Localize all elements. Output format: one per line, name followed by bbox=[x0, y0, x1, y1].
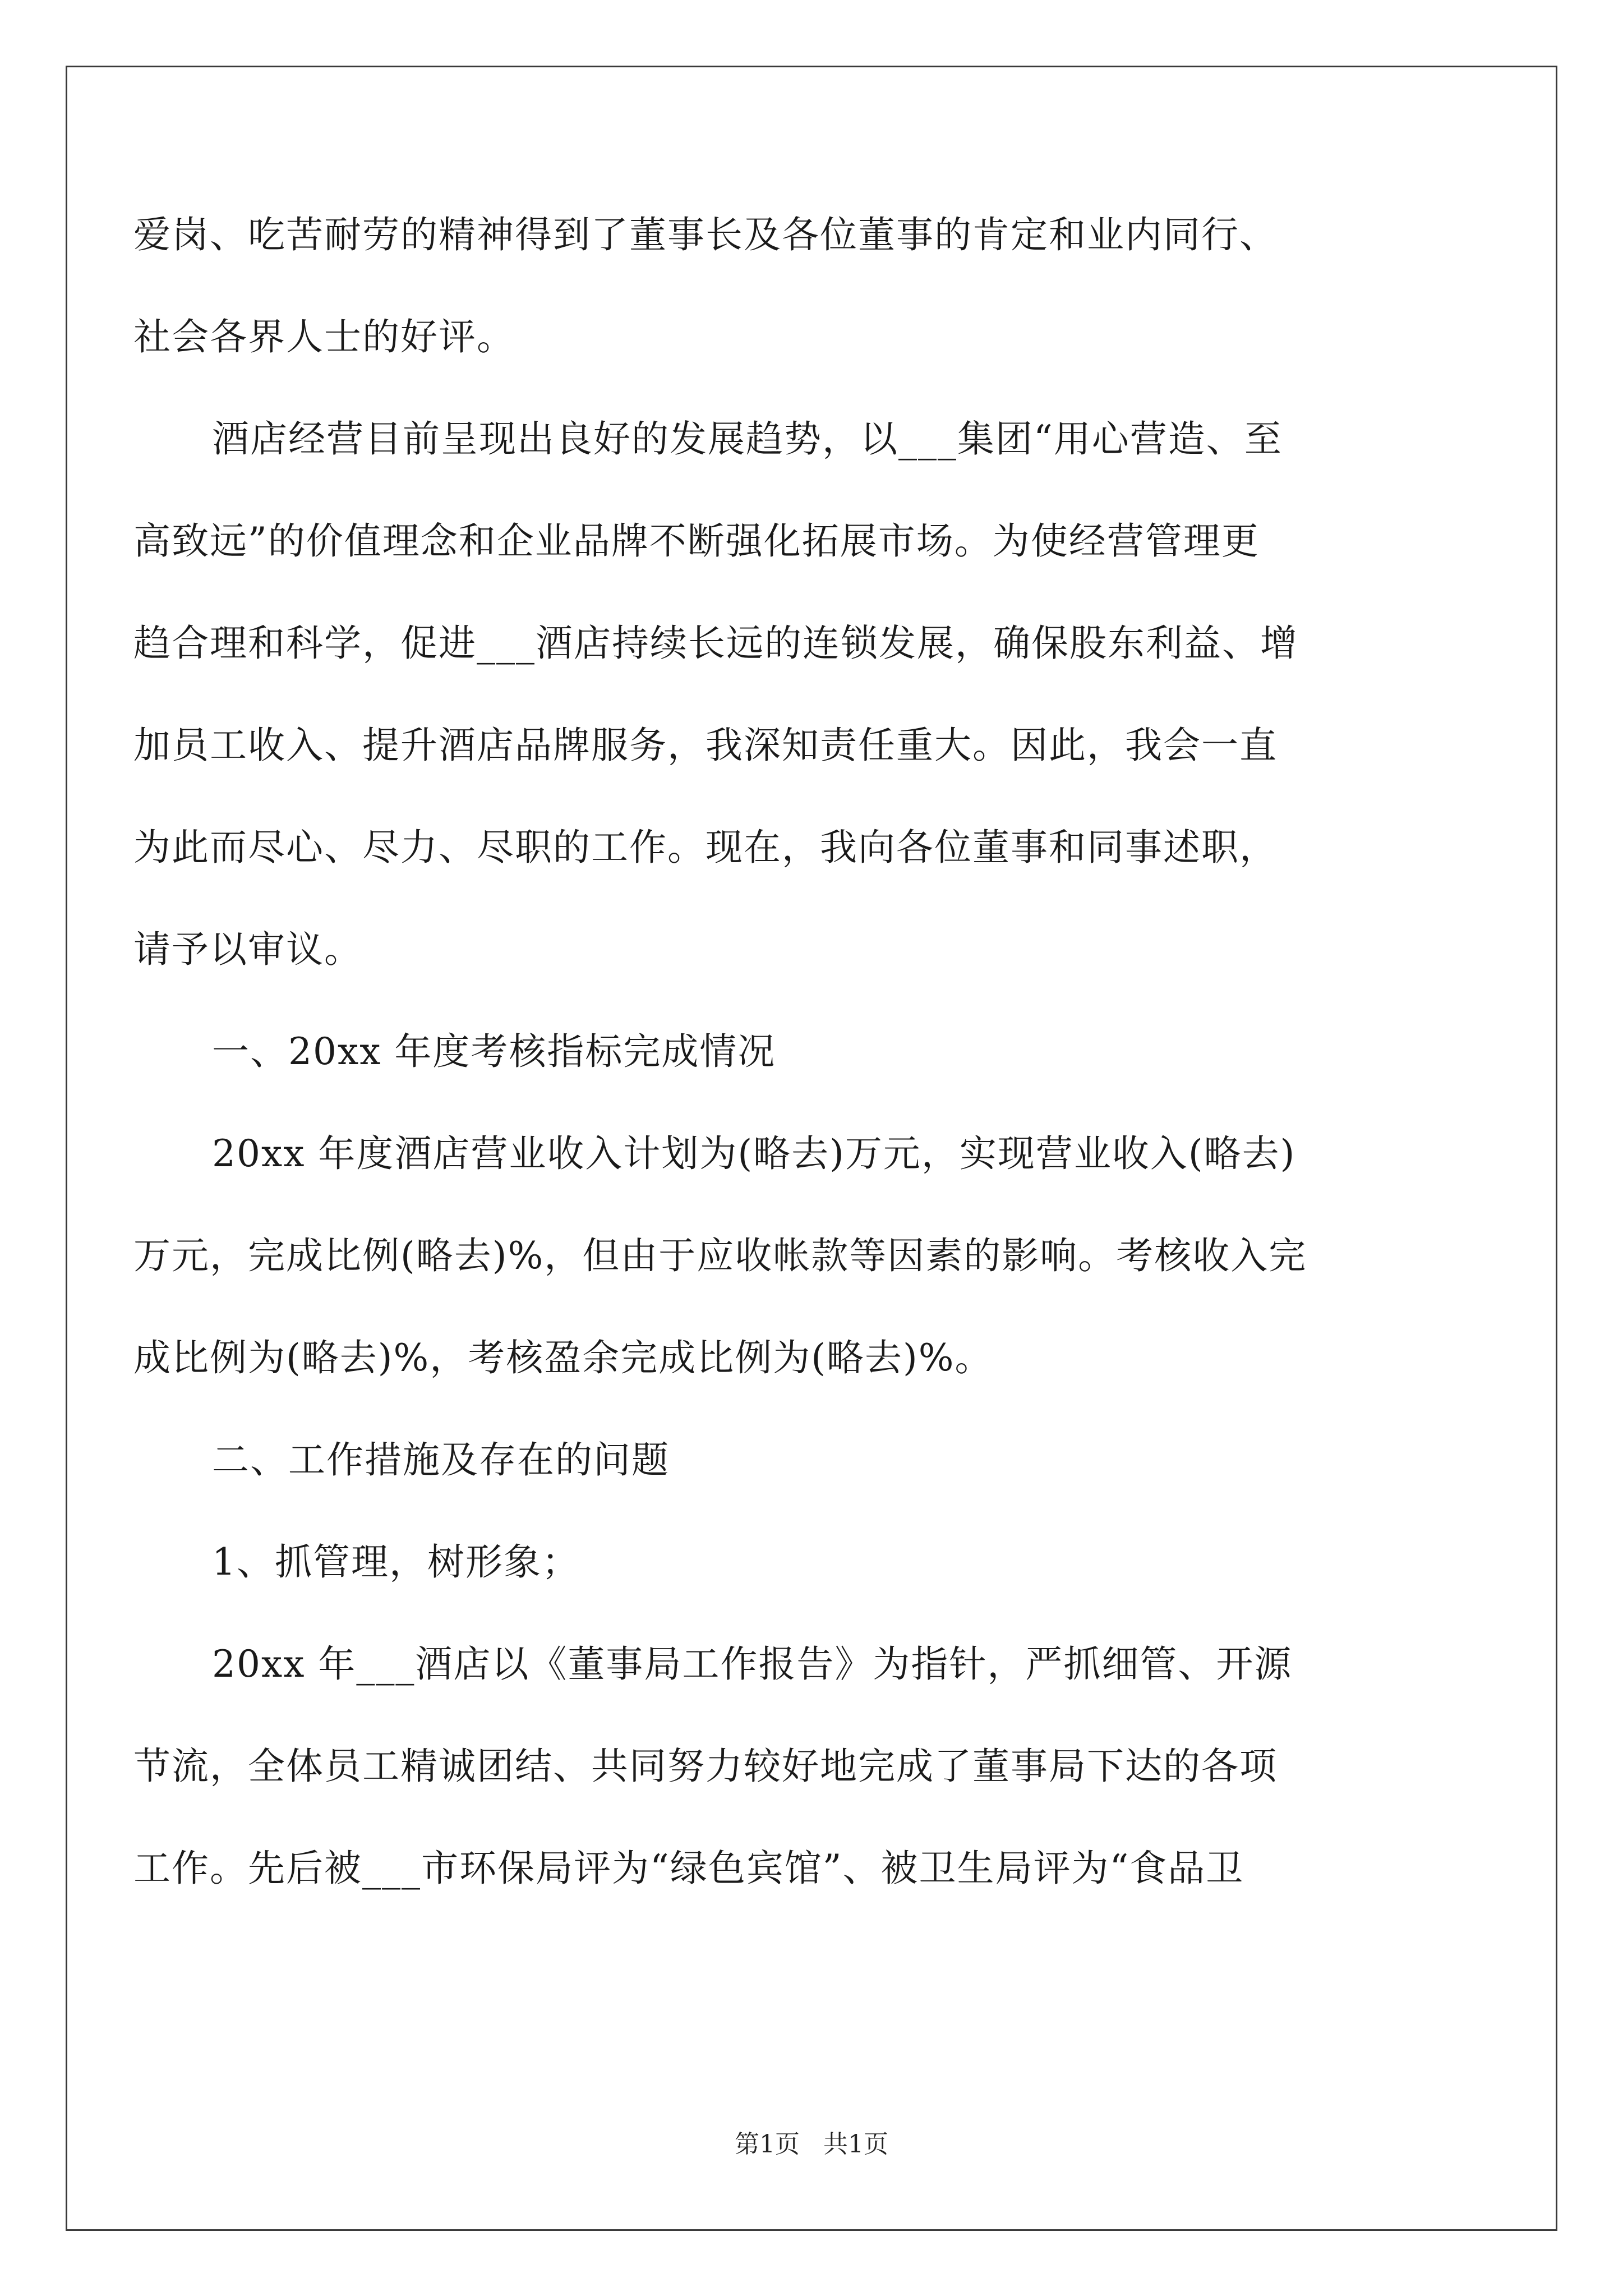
body-line-7: 为此而尽心、尽力、尽职的工作。现在，我向各位董事和同事述职， bbox=[133, 826, 1278, 869]
body-line-3: 酒店经营目前呈现出良好的发展趋势，以___集团“用心营造、至 bbox=[212, 417, 1283, 461]
section-heading-2: 二、工作措施及存在的问题 bbox=[212, 1438, 670, 1481]
body-line-16: 节流，全体员工精诚团结、共同努力较好地完成了董事局下达的各项 bbox=[133, 1745, 1278, 1788]
body-line-10: 20xx 年度酒店营业收入计划为(略去)万元，实现营业收入(略去) bbox=[212, 1132, 1296, 1175]
body-line-2: 社会各界人士的好评。 bbox=[133, 315, 515, 358]
body-line-1: 爱岗、吃苦耐劳的精神得到了董事长及各位董事的肯定和业内同行、 bbox=[133, 213, 1278, 256]
body-line-4: 高致远”的价值理念和企业品牌不断强化拓展市场。为使经营管理更 bbox=[133, 519, 1260, 563]
body-line-12: 成比例为(略去)%，考核盈余完成比例为(略去)%。 bbox=[133, 1336, 993, 1379]
body-line-5: 趋合理和科学，促进___酒店持续长远的连锁发展，确保股东利益、增 bbox=[133, 622, 1298, 665]
page-number-footer: 第1页 共1页 bbox=[735, 2130, 888, 2159]
section-heading-1: 一、20xx 年度考核指标完成情况 bbox=[212, 1030, 776, 1073]
body-line-15: 20xx 年___酒店以《董事局工作报告》为指针，严抓细管、开源 bbox=[212, 1642, 1293, 1686]
subsection-heading-1: 1、抓管理，树形象； bbox=[212, 1540, 580, 1584]
body-line-8: 请予以审议。 bbox=[133, 928, 362, 971]
body-line-11: 万元，完成比例(略去)%，但由于应收帐款等因素的影响。考核收入完 bbox=[133, 1234, 1307, 1277]
body-line-6: 加员工收入、提升酒店品牌服务，我深知责任重大。因此，我会一直 bbox=[133, 724, 1278, 767]
body-line-17: 工作。先后被___市环保局评为“绿色宾馆”、被卫生局评为“食品卫 bbox=[133, 1847, 1244, 1890]
